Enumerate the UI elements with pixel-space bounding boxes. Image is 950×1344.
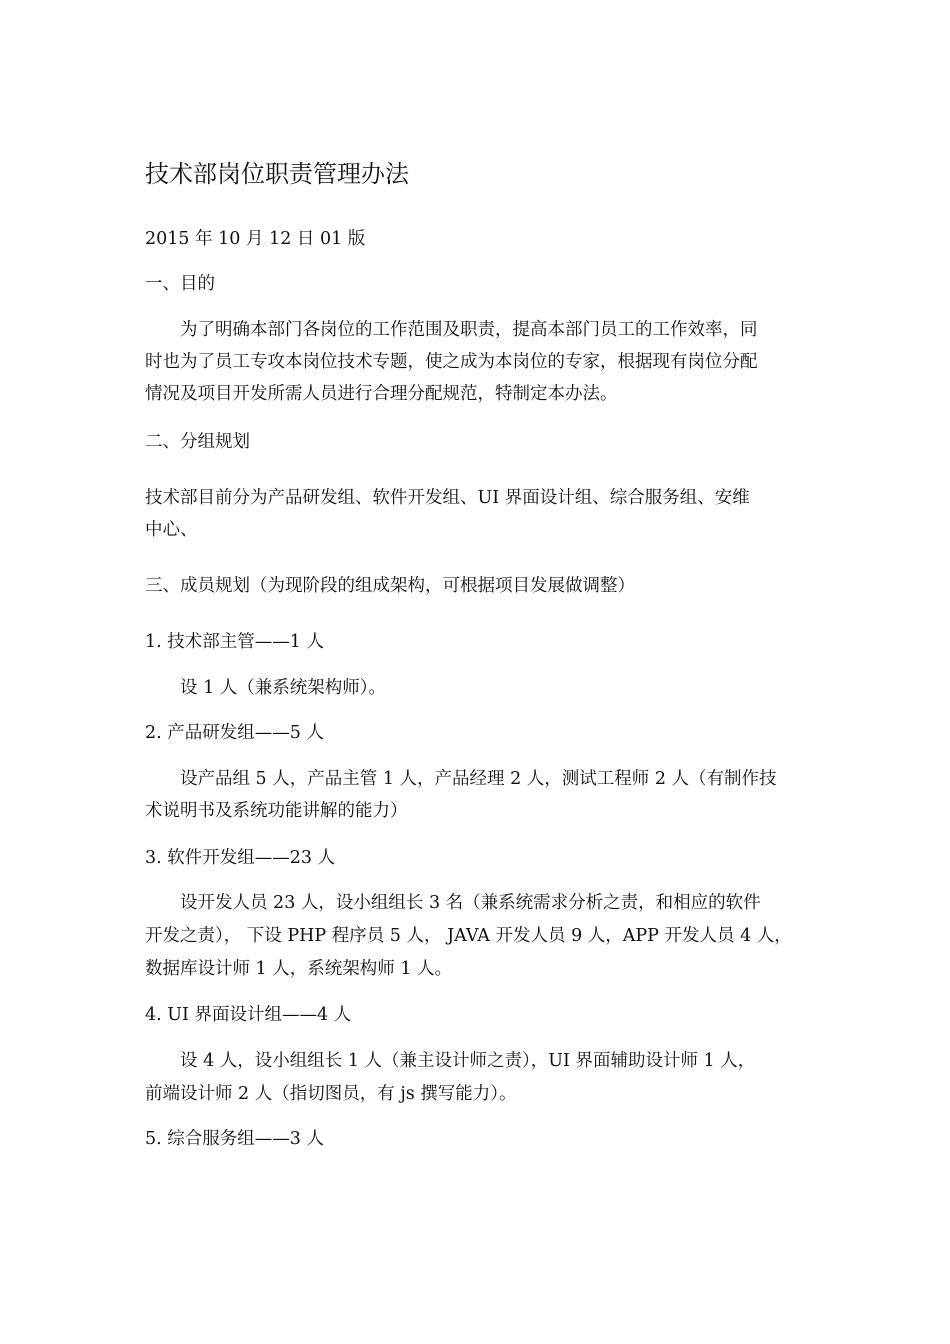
list-item-heading: 3. 软件开发组——23 人: [145, 848, 336, 868]
section-heading-members: 三、成员规划（为现阶段的组成架构，可根据项目发展做调整）: [145, 576, 635, 596]
paragraph-line: 时也为了员工专攻本岗位技术专题，使之成为本岗位的专家，根据现有岗位分配: [145, 352, 758, 372]
date-version-line: 2015 年 10 月 12 日 01 版: [145, 229, 366, 249]
section-heading-grouping: 二、分组规划: [145, 432, 250, 452]
paragraph-line: 设开发人员 23 人，设小组组长 3 名（兼系统需求分析之责，和相应的软件: [180, 893, 761, 913]
paragraph-line: 设 1 人（兼系统架构师）。: [180, 678, 387, 698]
paragraph-line: 开发之责）， 下设 PHP 程序员 5 人， JAVA 开发人员 9 人，APP 开发人员 4 人，: [145, 926, 792, 946]
paragraph-line: 情况及项目开发所需人员进行合理分配规范，特制定本办法。: [145, 384, 618, 404]
paragraph-line: 设产品组 5 人，产品主管 1 人，产品经理 2 人，测试工程师 2 人（有制作技: [180, 769, 777, 789]
list-item-heading: 2. 产品研发组——5 人: [145, 723, 324, 743]
paragraph-line: 前端设计师 2 人（指切图员，有 js 撰写能力）。: [145, 1084, 517, 1104]
paragraph-line: 术说明书及系统功能讲解的能力）: [145, 801, 408, 821]
document-title: 技术部岗位职责管理办法: [145, 160, 409, 188]
list-item-heading: 1. 技术部主管——1 人: [145, 632, 324, 652]
list-item-heading: 5. 综合服务组——3 人: [145, 1129, 324, 1149]
paragraph-line: 技术部目前分为产品研发组、软件开发组、UI 界面设计组、综合服务组、安维: [145, 488, 750, 508]
paragraph-line: 中心、: [145, 520, 198, 540]
list-item-heading: 4. UI 界面设计组——4 人: [145, 1005, 352, 1025]
paragraph-line: 数据库设计师 1 人，系统架构师 1 人。: [145, 959, 453, 979]
section-heading-purpose: 一、目的: [145, 274, 215, 294]
paragraph-line: 设 4 人，设小组组长 1 人（兼主设计师之责），UI 界面辅助设计师 1 人，: [180, 1051, 756, 1071]
paragraph-line: 为了明确本部门各岗位的工作范围及职责，提高本部门员工的工作效率，同: [180, 320, 758, 340]
